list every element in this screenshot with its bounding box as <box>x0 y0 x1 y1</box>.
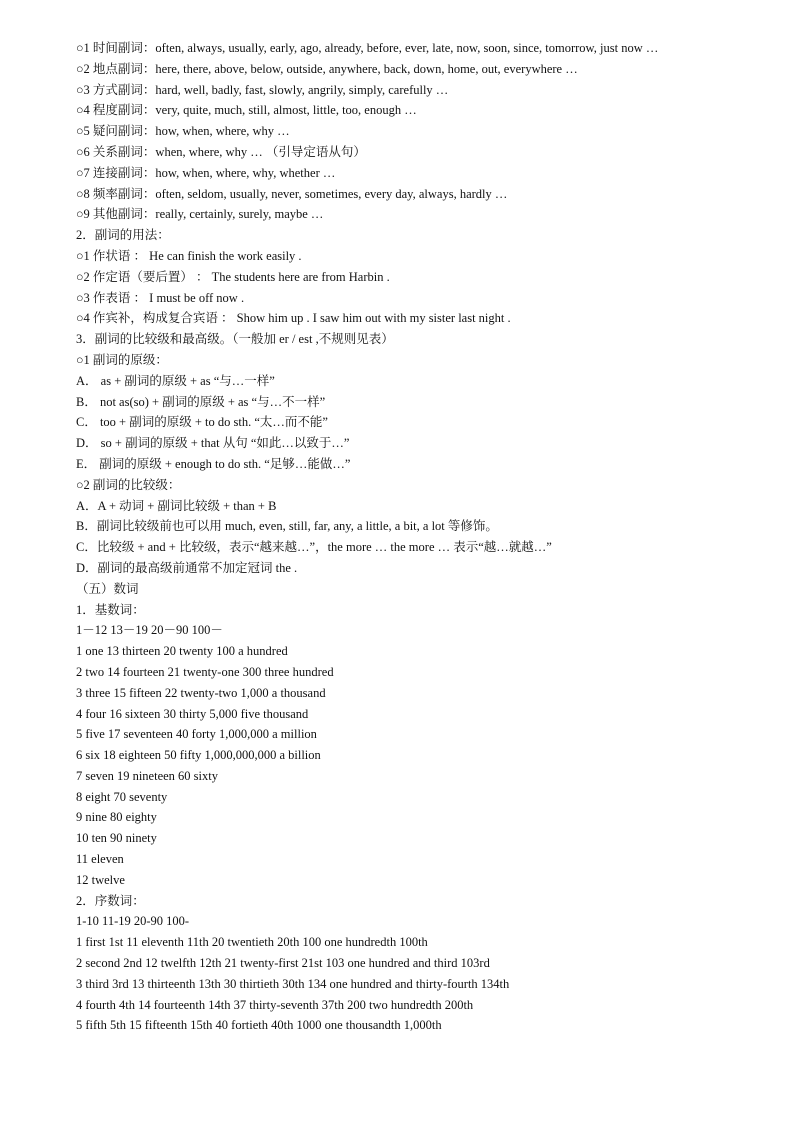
text-line: 5 fifth 5th 15 fifteenth 15th 40 fortieth 40th 1000 one thousandth 1,000th <box>76 1018 442 1033</box>
text-line: 1 first 1st 11 eleventh 11th 20 twentieth 20th 100 one hundredth 100th <box>76 935 428 950</box>
text-line: 4 four 16 sixteen 30 thirty 5,000 five thousand <box>76 706 309 721</box>
text-line: C．比较级 + and + 比较级，表示“越来越…”，the more … the more … 表示“越…就越…” <box>76 540 552 555</box>
text-line: 2 two 14 fourteen 21 twenty-one 300 three hundred <box>76 664 334 679</box>
text-line: 9 nine 80 eighty <box>76 810 157 825</box>
text-line: A． as + 副词的原级 + as “与…一样” <box>76 373 275 388</box>
text-line: C． too + 副词的原级 + to do sth. “太…而不能” <box>76 415 328 430</box>
section-heading: 1．基数词： <box>76 602 145 617</box>
text-line: ○9 其他副词：really, certainly, surely, maybe … <box>76 207 324 222</box>
text-line: D．副词的最高级前通常不加定冠词 the . <box>76 560 298 575</box>
text-line: 11 eleven <box>76 852 124 867</box>
text-line: ○1 时间副词：often, always, usually, early, ago, already, before, ever, late, now, soon, since, tomorrow, just now … <box>76 41 659 55</box>
text-line: 3 third 3rd 13 thirteenth 13th 30 thirtieth 30th 134 one hundred and thirty-fourth 134th <box>76 976 510 991</box>
text-line: 1 one 13 thirteen 20 twenty 100 a hundred <box>76 644 288 659</box>
text-line: ○2 地点副词：here, there, above, below, outside, anywhere, back, down, home, out, everywhere … <box>76 61 578 76</box>
text-line: 1-10 11-19 20-90 100- <box>76 914 190 929</box>
text-line: B． not as(so) + 副词的原级 + as “与…不一样” <box>76 394 326 409</box>
text-line: E． 副词的原级 + enough to do sth. “足够…能做…” <box>76 456 351 471</box>
text-line: 4 fourth 4th 14 fourteenth 14th 37 thirty-seventh 37th 200 two hundredth 200th <box>76 997 474 1012</box>
text-line: ○2 副词的比较级： <box>76 477 181 492</box>
text-line: 1－12 13－19 20－90 100－ <box>76 623 223 638</box>
text-line: ○1 作状语 ： He can finish the work easily . <box>76 248 302 263</box>
text-line: 12 twelve <box>76 872 125 887</box>
text-line: ○1 副词的原级： <box>76 352 168 367</box>
text-line: 2 second 2nd 12 twelfth 12th 21 twenty-first 21st 103 one hundred and third 103rd <box>76 956 490 971</box>
text-line: ○6 关系副词：when, where, why … （引导定语从句） <box>76 144 366 159</box>
text-line: 7 seven 19 nineteen 60 sixty <box>76 768 218 783</box>
text-line: 6 six 18 eighteen 50 fifty 1,000,000,000 a billion <box>76 748 321 763</box>
text-line: 10 ten 90 ninety <box>76 831 157 846</box>
section-heading: （五）数词 <box>76 581 139 596</box>
text-line: ○5 疑问副词：how, when, where, why … <box>76 124 290 139</box>
text-line: ○7 连接副词：how, when, where, why, whether … <box>76 165 336 180</box>
text-line: D． so + 副词的原级 + that 从句 “如此…以致于…” <box>76 436 350 451</box>
text-line: ○8 频率副词：often, seldom, usually, never, sometimes, every day, always, hardly … <box>76 186 508 201</box>
text-line: ○4 程度副词：very, quite, much, still, almost, little, too, enough … <box>76 103 417 118</box>
section-heading: 2．副词的用法： <box>76 228 170 243</box>
text-line: A．A + 动词 + 副词比较级 + than + B <box>76 498 277 513</box>
text-line: ○2 作定语（要后置） ： The students here are from Harbin . <box>76 269 390 284</box>
text-line: 5 five 17 seventeen 40 forty 1,000,000 a million <box>76 727 317 742</box>
text-line: ○3 作表语 ： I must be off now . <box>76 290 245 305</box>
document-page <box>76 38 726 1036</box>
section-heading: 3．副词的比较级和最高级。（一般加 er / est ,不规则见表） <box>76 332 394 347</box>
text-line: 8 eight 70 seventy <box>76 789 168 804</box>
text-line: B．副词比较级前也可以用 much, even, still, far, any, a little, a bit, a lot 等修饰。 <box>76 519 498 534</box>
text-line: ○3 方式副词：hard, well, badly, fast, slowly, angrily, simply, carefully … <box>76 82 449 97</box>
text-line: 3 three 15 fifteen 22 twenty-two 1,000 a thousand <box>76 685 326 700</box>
text-line: ○4 作宾补，构成复合宾语 ： Show him up . I saw him out with my sister last night . <box>76 311 511 326</box>
section-heading: 2．序数词： <box>76 893 145 908</box>
